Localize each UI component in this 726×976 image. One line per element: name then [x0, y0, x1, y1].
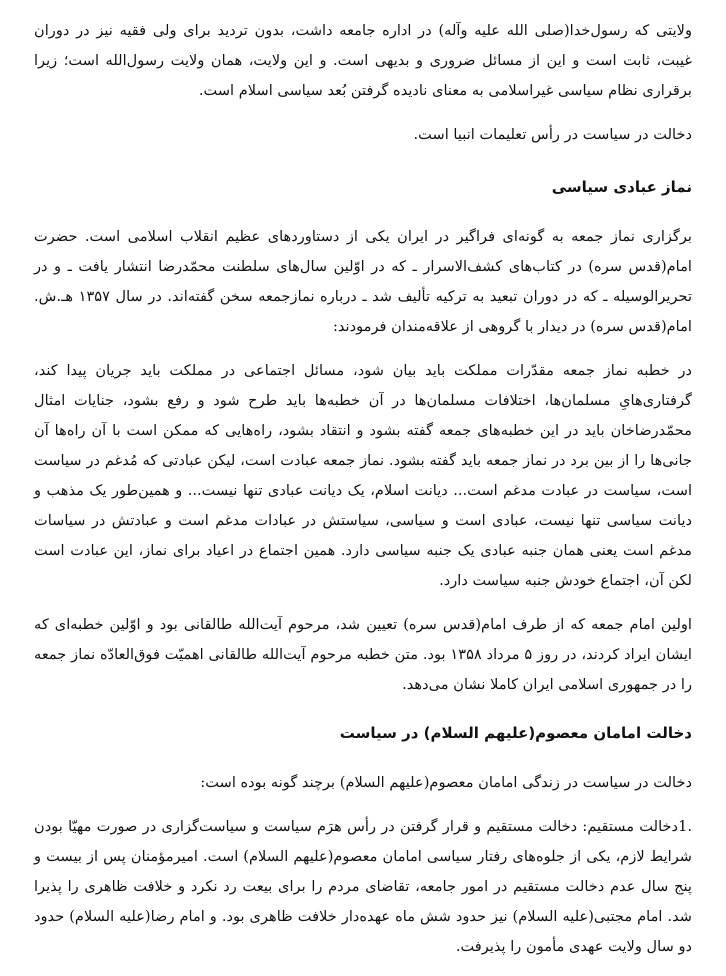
paragraph-imams-intro: دخالت در سیاست در زندگی امامان معصوم(علیهم السلام) برچند گونه بوده است: — [200, 774, 692, 791]
paragraph-velayat: ولایتی که رسول‌خدا(صلی الله علیه وآله) در اداره جامعه داشت، بدون تردید برای ولی فقیه نیز در دوران غیبت، ثابت است و این از مسائل ضروری و بدیهی است. و این ولایت، همان ولایت رسول‌الله است؛ زیرا برقراری نظام سیاسی غیراسلامی به معنای نادیده گرفتن بُعد سیاسی اسلام است. — [34, 22, 692, 99]
paragraph-imam-quote: در خطبه نماز جمعه مقدّرات مملکت باید بیان شود، مسائل اجتماعی در مملکت باید جریان پیدا کند، گرفتاری‌هایِ مسلمان‌ها، اختلافات مسلمان‌ها در آن خطبه‌ها باید طرح شود و رفع بشود، جنایات امثال محمّدرضاخان باید در این خطبه‌های جمعه گفته بشود و انتقاد بشود، راه‌هایی که ممکن است با آن راه‌ها آن جانی‌ها را از بین برد در نماز جمعه باید گفته بشود. نماز جمعه عبادت است، لیکن عبادتی که مُدغم در سیاست است، سیاست در عبادت مدغم است... دیانت اسلام، یک دیانت عبادی تنها نیست... و همین‌طور یک مذهب و دیانت سیاسی تنها نیست، عبادی است و سیاسی، سیاستش در عبادات مدغم است و عبادتش در سیاسات مدغم است یعنی همان جنبه عبادی یک جنبه سیاسی دارد. همین اجتماع در اعیاد برای نماز، این عبادت است لکن آن، اجتماع خودش جنبه سیاست دارد. — [34, 362, 692, 589]
heading-imams-politics: دخالت امامان معصوم(علیهم السلام) در سیاست — [339, 724, 692, 742]
paragraph-direct-involvement: .1دخالت مستقیم: دخالت مستقیم و قرار گرفتن در رأس هرَم سیاست و سیاست‌گزاری در صورت مهیّا بودن شرایط لازم، یکی از جلوه‌های رفتار سیاسی امامان معصوم(علیهم السلام) است. امیرمؤمنان پس از بیست و پنج سال عدم دخالت مستقیم در امور جامعه، تقاضای مردم را برای بیعت رد نکرد و خلافت ظاهری را پذیرا شد. امام مجتبی(علیه السلام) نیز حدود شش ماه عهده‌دار خلافت ظاهری بود. و امام رضا(علیه السلام) حدود دو سال ولایت عهدی مأمون را پذیرفت. — [34, 818, 692, 955]
paragraph-prophets-politics: دخالت در سیاست در رأس تعلیمات انبیا است. — [413, 126, 692, 143]
document-page — [34, 16, 692, 976]
heading-friday-prayer: نماز عبادی سیاسی — [551, 178, 692, 196]
paragraph-friday-prayer-history: برگزاری نماز جمعه به گونه‌ای فراگیر در ایران یکی از دستاوردهای عظیم انقلاب اسلامی است. حضرت امام(قدس سره) در کتاب‌های کشف‌الاسرار ـ که در اوّلین سال‌های سلطنت محمّدرضا انتشار یافت ـ و در تحریرالوسیله ـ که در دوران تبعید به ترکیه تألیف شد ـ درباره نمازجمعه سخن گفته‌اند. در سال ۱۳۵۷ هـ.ش. امام(قدس سره) در دیدار با گروهی از علاقه‌مندان فرمودند: — [34, 228, 693, 335]
paragraph-first-friday-imam: اولین امام جمعه که از طرف امام(قدس سره) تعیین شد، مرحوم آیت‌الله طالقانی بود و اوّلین خطبه‌ای که ایشان ایراد کردند، در روز ۵ مرداد ۱۳۵۸ بود. متن خطبه مرحوم آیت‌الله طالقانی اهمیّت فوق‌العادّه نماز جمعه را در جمهوری اسلامی ایران کاملا نشان می‌دهد. — [34, 616, 692, 693]
